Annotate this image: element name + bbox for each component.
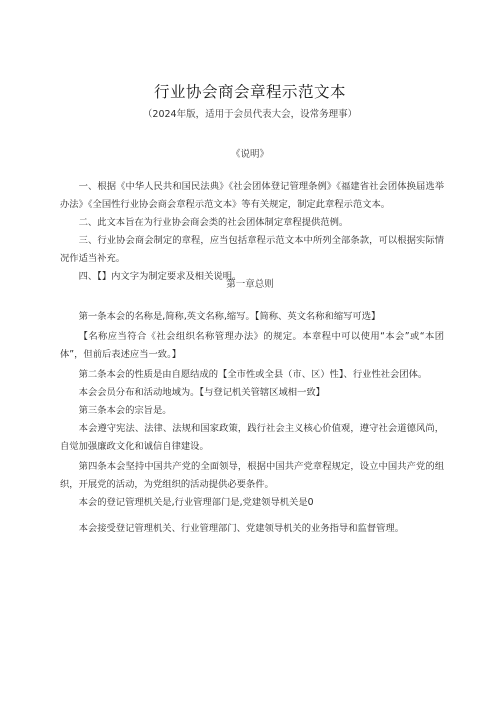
article-paragraph: 本会遵守宪法、法律、法规和国家政策，践行社会主义核心价值观，遵守社会道德风尚，自觉加强廉政文化和诚信自律建设。 bbox=[60, 423, 444, 452]
note-paragraph: 一、根据《中华人民共和国民法典》《社会团体登记管理条例》《福建省社会团体换届选举办法》《全国性行业协会商会章程示范文本》等有关规定，制定此章程示范文本。 bbox=[60, 181, 444, 210]
note-paragraph: 三、行业协会商会制定的章程，应当包括章程示范文本中所列全部条款，可以根据实际情况作适当补充。 bbox=[60, 235, 444, 264]
article-paragraph: 本会会员分布和活动地域为。【与登记机关管辖区域相一致】 bbox=[78, 387, 325, 398]
chapter-title: 第一章总则 bbox=[226, 279, 274, 290]
document-subtitle: （2024年版，适用于会员代表大会，设常务理事） bbox=[142, 109, 358, 120]
articles-section bbox=[60, 308, 444, 538]
article-paragraph: 第三条本会的宗旨是。 bbox=[78, 405, 172, 416]
document-title: 行业协会商会章程示范文本 bbox=[153, 83, 346, 101]
article-paragraph: 第一条本会的名称是,简称,英文名称,缩写。【简称、英文名称和缩写可选】 bbox=[78, 311, 381, 322]
article-paragraph: 本会的登记管理机关是,行业管理部门是,党建领导机关是0 bbox=[78, 497, 314, 508]
note-paragraph: 二、此文本旨在为行业协会商会类的社会团体制定章程提供范例。 bbox=[78, 217, 349, 228]
article-paragraph: 第二条本会的性质是由自愿结成的【全市性或全县（市、区）性】、行业性社会团体。 bbox=[78, 369, 428, 380]
article-note: 【名称应当符合《社会组织名称管理办法》的规定。本章程中可以使用“本会”或“本团体”，但前后表述应当一致。】 bbox=[60, 331, 444, 360]
note-paragraph: 四、【】内文字为制定要求及相关说明。 bbox=[78, 271, 242, 282]
note-heading: 《说明》 bbox=[230, 149, 269, 160]
article-paragraph: 第四条本会坚持中国共产党的全面领导，根据中国共产党章程规定，设立中国共产党的组织，开展党的活动，为党组织的活动提供必要条件。 bbox=[60, 461, 444, 490]
notes-section bbox=[60, 178, 444, 286]
article-paragraph: 本会接受登记管理机关、行业管理部门、党建领导机关的业务指导和监督管理。 bbox=[78, 523, 404, 534]
